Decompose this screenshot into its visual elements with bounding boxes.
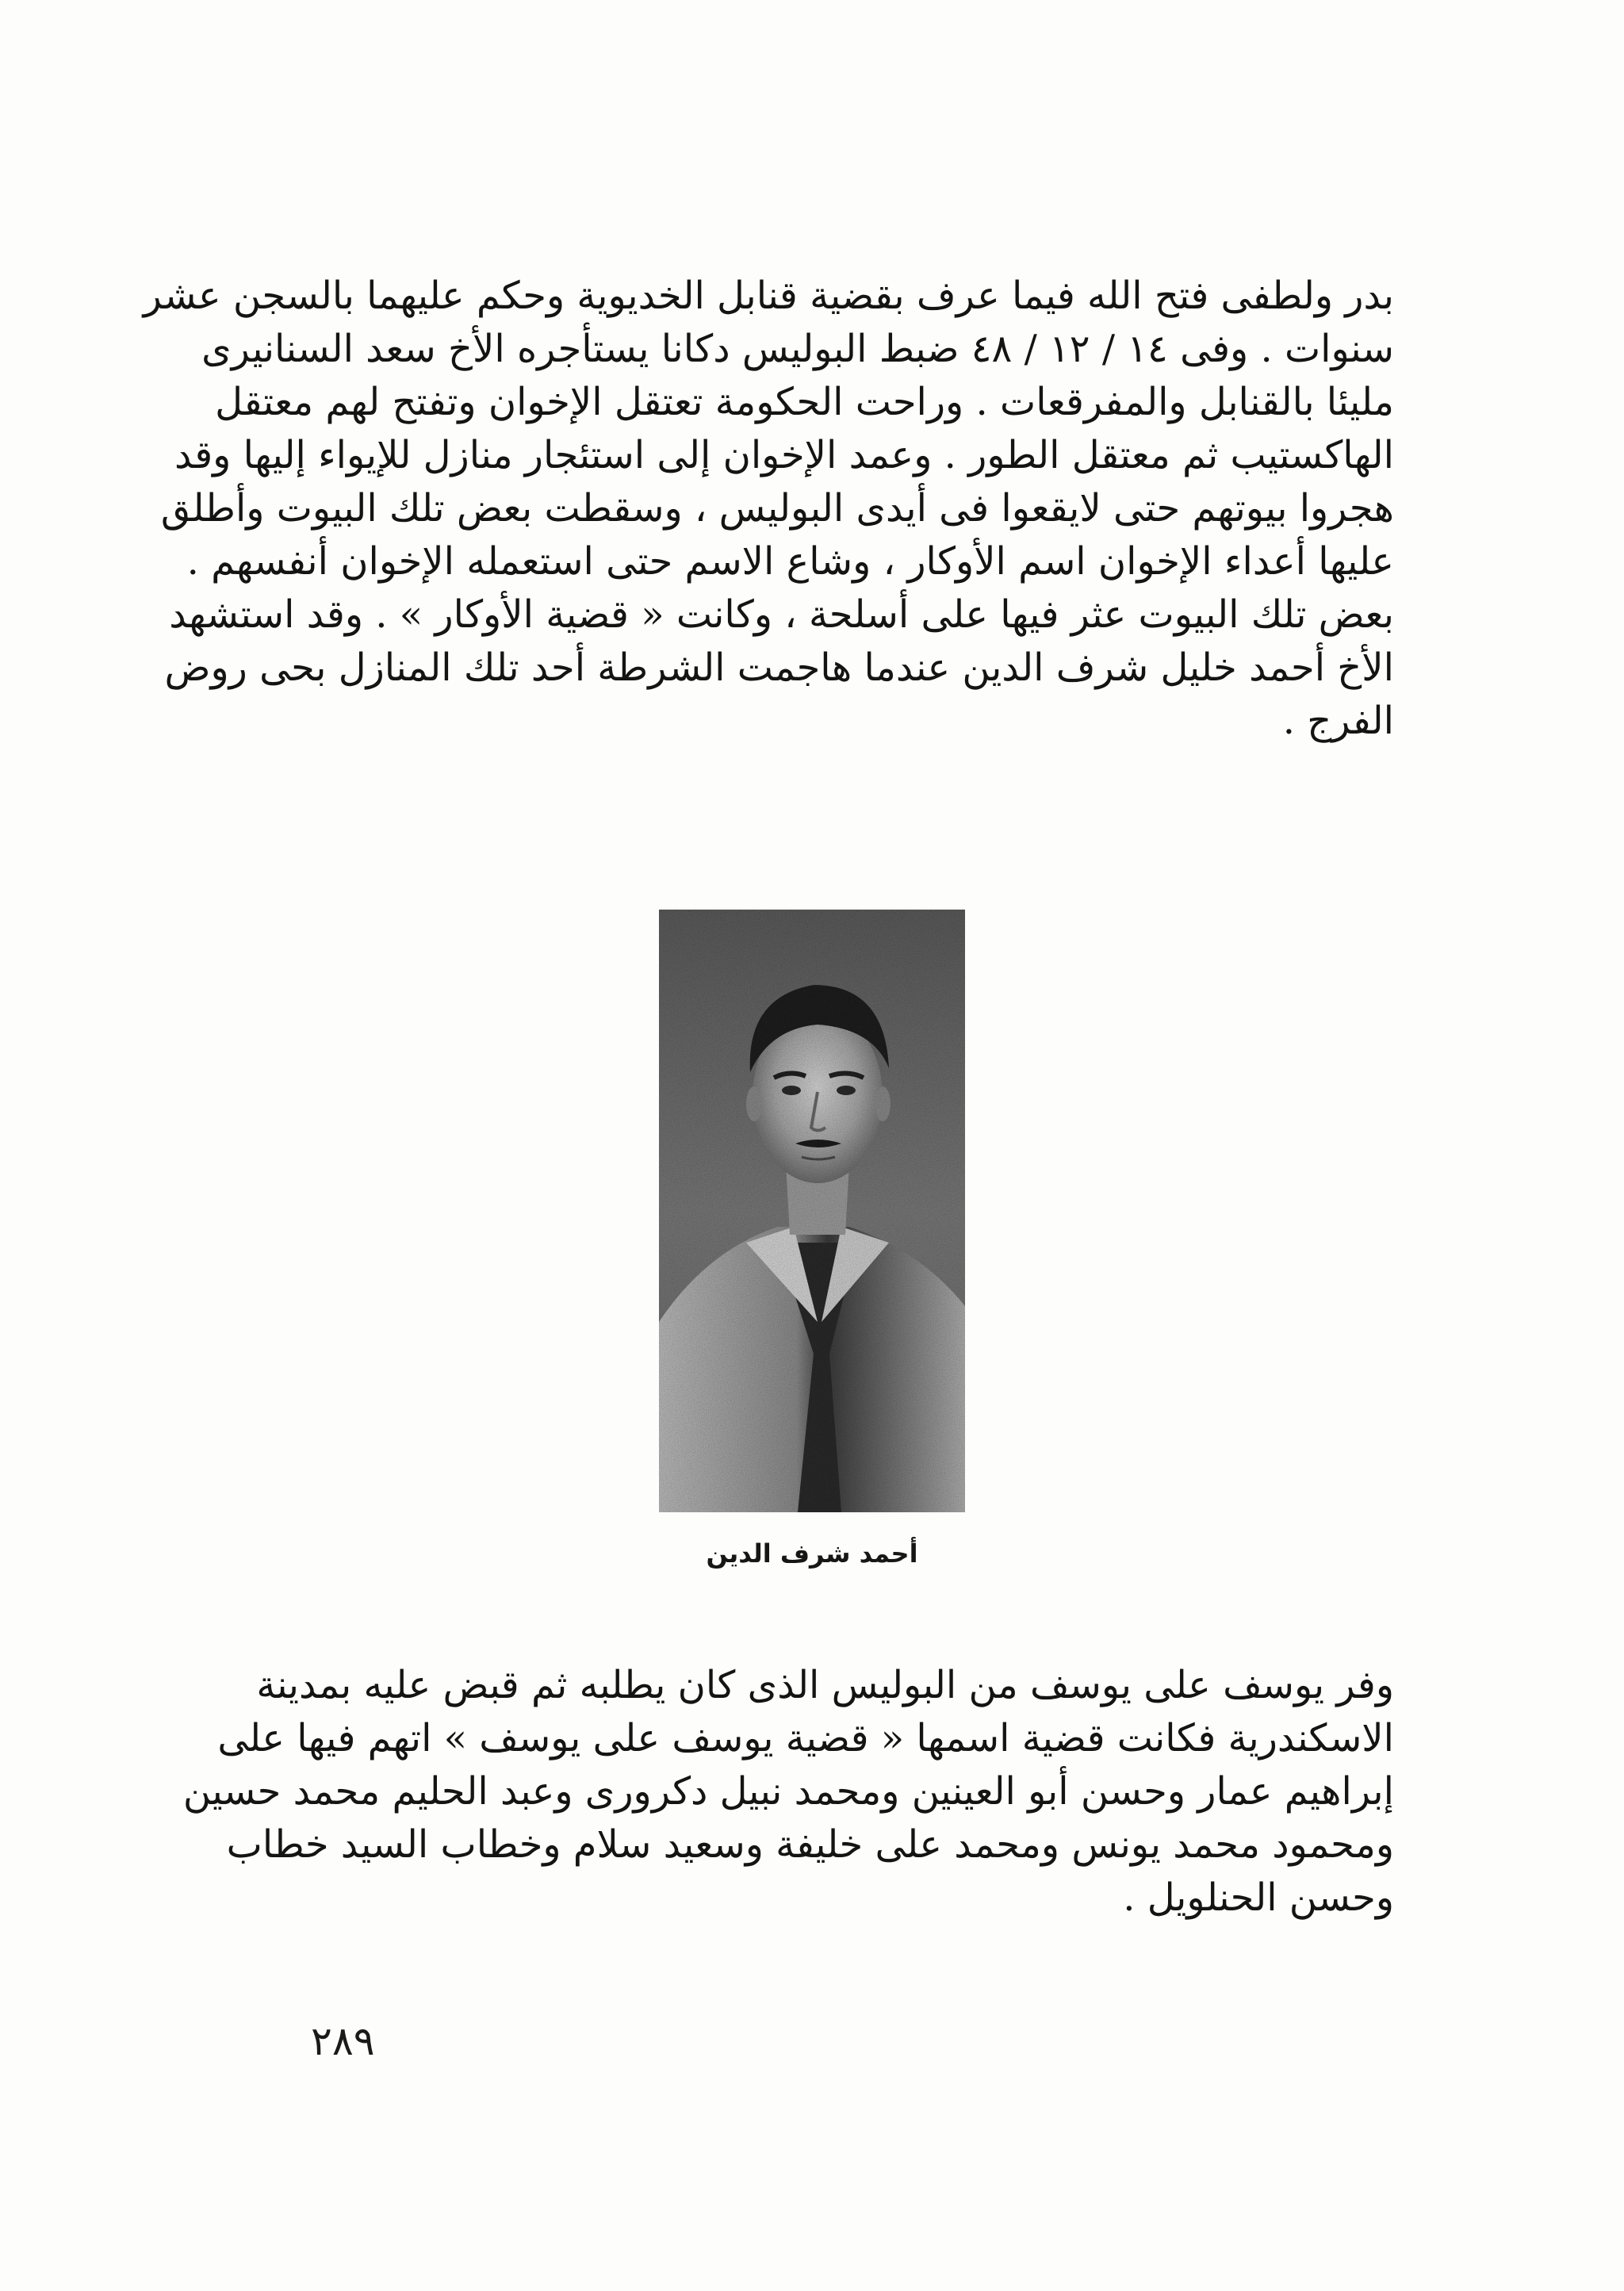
text-line: إبراهيم عمار وحسن أبو العينين ومحمد نبيل دكرورى وعبد الحليم محمد حسين — [182, 1769, 1394, 1814]
text-line: ومحمود محمد يونس ومحمد على خليفة وسعيد سلام وخطاب السيد خطاب — [226, 1822, 1394, 1867]
text-line: الاسكندرية فكانت قضية اسمها « قضية يوسف على يوسف » اتهم فيها على — [217, 1716, 1394, 1760]
text-line: عليها أعداء الإخوان اسم الأوكار ، وشاع الاسم حتى استعمله الإخوان أنفسهم . — [186, 539, 1394, 584]
portrait-photo — [659, 910, 965, 1512]
text-line: الفرج . — [1282, 699, 1394, 743]
text-line: مليئا بالقنابل والمفرقعات . وراحت الحكومة تعتقل الإخوان وتفتح لهم معتقل — [215, 380, 1394, 424]
page-number: ٢٨٩ — [311, 2018, 375, 2064]
paragraph-bottom — [182, 1659, 1394, 1925]
portrait-image — [659, 910, 965, 1512]
text-line: الأخ أحمد خليل شرف الدين عندما هاجمت الشرطة أحد تلك المنازل بحى روض — [164, 646, 1394, 690]
text-line: سنوات . وفى ١٤ / ١٢ / ٤٨ ضبط البوليس دكانا يستأجره الأخ سعد السنانيرى — [201, 327, 1394, 371]
text-line: وفر يوسف على يوسف من البوليس الذى كان يطلبه ثم قبض عليه بمدينة — [256, 1663, 1394, 1707]
text-line: وحسن الحنلويل . — [1123, 1875, 1394, 1920]
paragraph-top — [143, 270, 1394, 748]
photo-caption: أحمد شرف الدين — [706, 1538, 918, 1569]
text-line: بعض تلك البيوت عثر فيها على أسلحة ، وكانت « قضية الأوكار » . وقد استشهد — [169, 592, 1394, 637]
text-line: هجروا بيوتهم حتى لايقعوا فى أيدى البوليس ، وسقطت بعض تلك البيوت وأطلق — [160, 486, 1394, 531]
text-line: بدر ولطفى فتح الله فيما عرف بقضية قنابل الخديوية وحكم عليهما بالسجن عشر — [143, 274, 1394, 318]
text-line: الهاكستيب ثم معتقل الطور . وعمد الإخوان إلى استئجار منازل للإيواء إليها وقد — [174, 433, 1394, 477]
